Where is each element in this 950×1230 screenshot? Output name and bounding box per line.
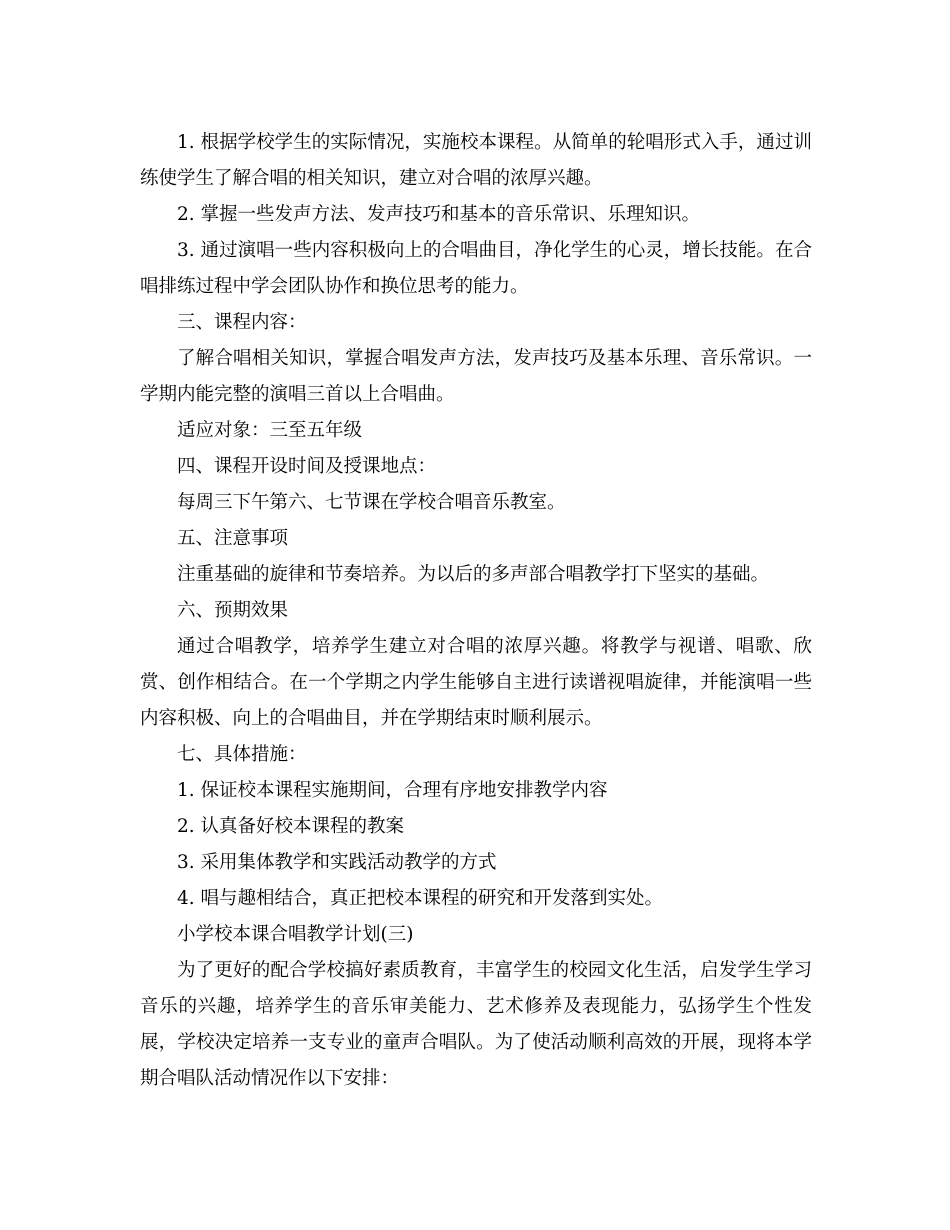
document-body (140, 125, 812, 1097)
section-title-plan-three: 小学校本课合唱教学计划(三) (177, 924, 414, 945)
section-heading-course-content: 三、课程内容： (177, 312, 307, 333)
list-item-measure-4: 4. 唱与趣相结合，真正把校本课程的研究和开发落到实处。 (177, 888, 664, 909)
list-item-measure-2: 2. 认真备好校本课程的教案 (177, 816, 405, 837)
paragraph-course-content: 了解合唱相关知识，掌握合唱发声方法，发声技巧及基本乐理、音乐常识。一学期内能完整的演唱三首以上合唱曲。 (140, 348, 812, 405)
paragraph-expected-results: 通过合唱教学，培养学生建立对合唱的浓厚兴趣。将教学与视谱、唱歌、欣赏、创作相结合。在一个学期之内学生能够自主进行读谱视唱旋律，并能演唱一些内容积极、向上的合唱曲目，并在学期结束时顺利展示。 (140, 636, 812, 729)
section-heading-notes: 五、注意事项 (177, 528, 289, 549)
section-heading-schedule-location: 四、课程开设时间及授课地点： (177, 456, 437, 477)
list-item-measure-3: 3. 采用集体教学和实践活动教学的方式 (177, 852, 497, 873)
paragraph-schedule-location: 每周三下午第六、七节课在学校合唱音乐教室。 (177, 492, 566, 513)
section-heading-measures: 七、具体措施： (177, 744, 307, 765)
paragraph-target-audience: 适应对象：三至五年级 (177, 420, 363, 441)
paragraph-objective-1: 1. 根据学校学生的实际情况，实施校本课程。从简单的轮唱形式入手，通过训练使学生了解合唱的相关知识，建立对合唱的浓厚兴趣。 (140, 132, 812, 189)
section-heading-expected-results: 六、预期效果 (177, 600, 289, 621)
paragraph-plan-three-intro: 为了更好的配合学校搞好素质教育，丰富学生的校园文化生活，启发学生学习音乐的兴趣，培养学生的音乐审美能力、艺术修养及表现能力，弘扬学生个性发展，学校决定培养一支专业的童声合唱队。为了使活动顺利高效的开展，现将本学期合唱队活动情况作以下安排： (140, 960, 812, 1089)
list-item-measure-1: 1. 保证校本课程实施期间，合理有序地安排教学内容 (177, 780, 608, 801)
paragraph-objective-2: 2. 掌握一些发声方法、发声技巧和基本的音乐常识、乐理知识。 (177, 204, 701, 225)
paragraph-objective-3: 3. 通过演唱一些内容积极向上的合唱曲目，净化学生的心灵，增长技能。在合唱排练过程中学会团队协作和换位思考的能力。 (140, 240, 812, 297)
paragraph-notes: 注重基础的旋律和节奏培养。为以后的多声部合唱教学打下坚实的基础。 (177, 564, 770, 585)
